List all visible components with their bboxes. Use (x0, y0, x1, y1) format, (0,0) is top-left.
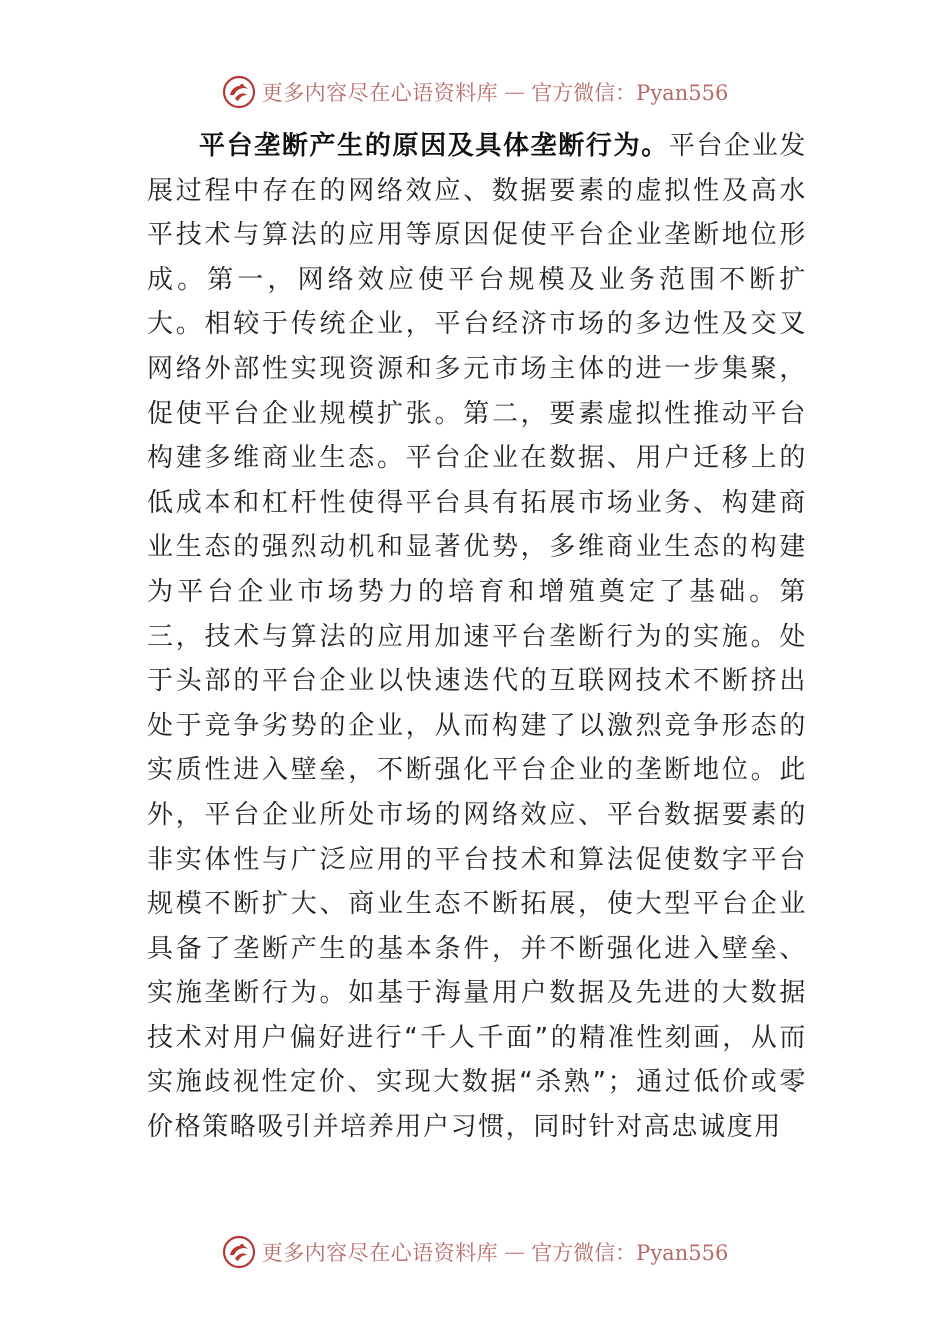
body-paragraph (147, 124, 807, 1150)
watermark-tail: 官方微信：Pyan556 (531, 1241, 729, 1265)
red-swirl-logo-icon (222, 75, 256, 109)
watermark-header (0, 70, 950, 114)
watermark-brand (222, 75, 729, 109)
lead-title: 平台垄断产生的原因及具体垄断行为。 (199, 131, 669, 161)
watermark-tail: 官方微信：Pyan556 (531, 81, 729, 105)
watermark-brand-footer (222, 1235, 729, 1269)
watermark-footer (0, 1230, 950, 1274)
watermark-text: 更多内容尽在心语资料库 (261, 1241, 499, 1265)
paragraph-text: 平台企业发展过程中存在的网络效应、数据要素的虚拟性及高水平技术与算法的应用等原因促使平台企业垄断地位形成。第一，网络效应使平台规模及业务范围不断扩大。相较于传统企业，平台经济市场的多边性及交叉网络外部性实现资源和多元市场主体的进一步集聚，促使平台企业规模扩张。第二，要素虚拟性推动平台构建多维商业生态。平台企业在数据、用户迁移上的低成本和杠杆性使得平台具有拓展市场业务、构建商业生态的强烈动机和显著优势，多维商业生态的构建为平台企业市场势力的培育和增殖奠定了基础。第三，技术与算法的应用加速平台垄断行为的实施。处于头部的平台企业以快速迭代的互联网技术不断挤出处于竞争劣势的企业，从而构建了以激烈竞争形态的实质性进入壁垒，不断强化平台企业的垄断地位。此外，平台企业所处市场的网络效应、平台数据要素的非实体性与广泛应用的平台技术和算法促使数字平台规模不断扩大、商业生态不断拓展，使大型平台企业具备了垄断产生的基本条件，并不断强化进入壁垒、实施垄断行为。如基于海量用户数据及先进的大数据技术对用户偏好进行“千人千面”的精准性刻画，从而实施歧视性定价、实现大数据“杀熟”；通过低价或零价格策略吸引并培养用户习惯，同时针对高忠诚度用 (147, 131, 807, 1143)
watermark-separator: — (504, 1240, 526, 1264)
watermark-separator: — (504, 80, 526, 104)
document-body (147, 124, 807, 1150)
red-swirl-logo-icon (222, 1235, 256, 1269)
watermark-text: 更多内容尽在心语资料库 (261, 81, 499, 105)
